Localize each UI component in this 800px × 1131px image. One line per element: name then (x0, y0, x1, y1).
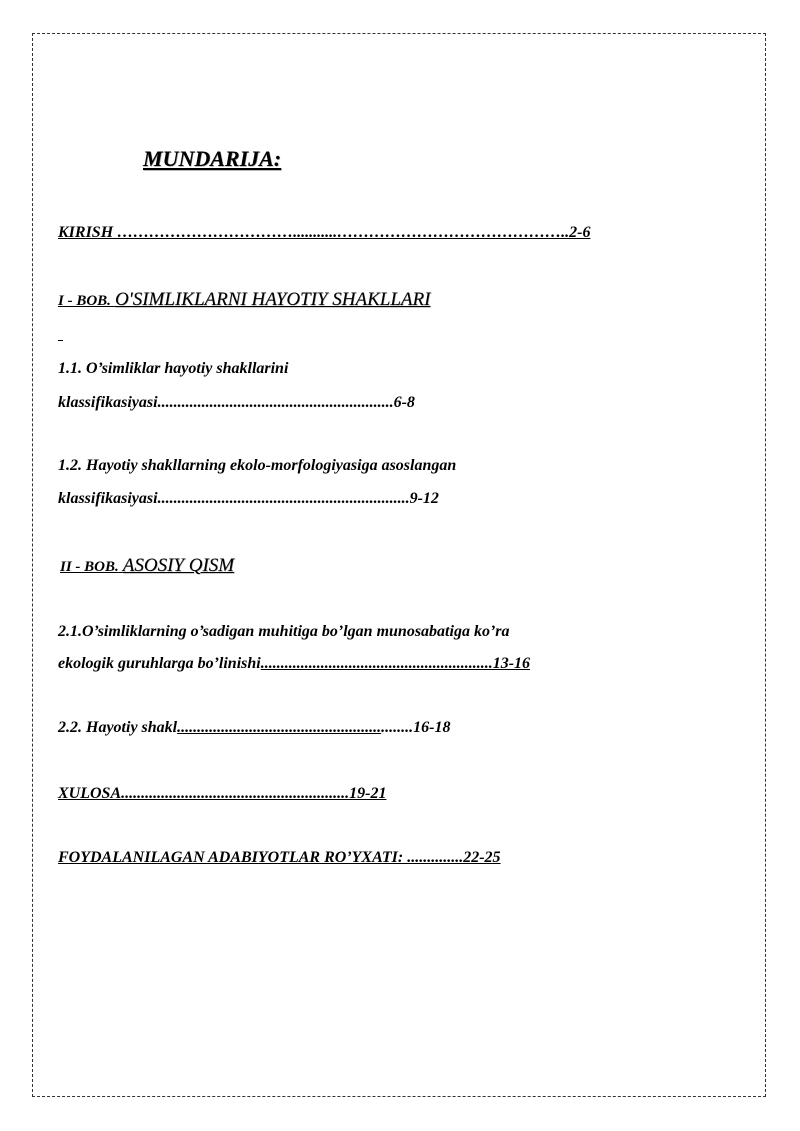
toc-entry-2-2 (58, 719, 450, 737)
toc-entry-2-1-label: ekologik guruhlarga bo’linishi (58, 655, 261, 672)
toc-entry-2-1-line1: 2.1.O’simliklarning o’sadigan muhitiga bo’lgan munosabatiga ko’ra (58, 623, 510, 640)
toc-entry-2-2-dots: ................................................... (177, 719, 382, 736)
toc-entry-2-2-pages: ........16-18 (381, 719, 451, 736)
toc-chapter-2 (60, 555, 234, 577)
chapter-1-prefix: I - BOB. (58, 293, 111, 309)
toc-entry-1-2-line2: klassifikasiyasi...............................................................9-12 (58, 490, 439, 507)
toc-entry-1-2-line1: 1.2. Hayotiy shakllarning ekolo-morfologiyasiga asoslangan (58, 457, 457, 474)
chapter-2-prefix: II - BOB. (60, 559, 119, 575)
toc-entry-references: FOYDALANILAGAN ADABIYOTLAR RO’YXATI: ..............22-25 (58, 849, 501, 866)
toc-chapter-1 (58, 289, 430, 311)
chapter-2-title: ASOSIY QISM (122, 555, 235, 576)
chapter-1-title: O'SIMLIKLARNI HAYOTIY SHAKLLARI (114, 289, 431, 310)
toc-entry-2-1-pages: ..........................................................13-16 (260, 655, 531, 672)
toc-entry-2-1-line2 (58, 655, 530, 673)
separator-mark (58, 340, 63, 342)
toc-entry-1-1-line2: klassifikasiyasi...........................................................6-8 (58, 394, 415, 411)
page-title: MUNDARIJA: (143, 146, 282, 171)
toc-entry-2-2-label: 2.2. Hayotiy shakl (58, 719, 178, 736)
toc-entry-xulosa: XULOSA.........................................................19-21 (58, 785, 387, 802)
toc-entry-kirish: KIRISH ……………………………...........……………………………………..2-6 (58, 224, 591, 241)
toc-entry-1-1-line1: 1.1. O’simliklar hayotiy shakllarini (58, 360, 289, 377)
